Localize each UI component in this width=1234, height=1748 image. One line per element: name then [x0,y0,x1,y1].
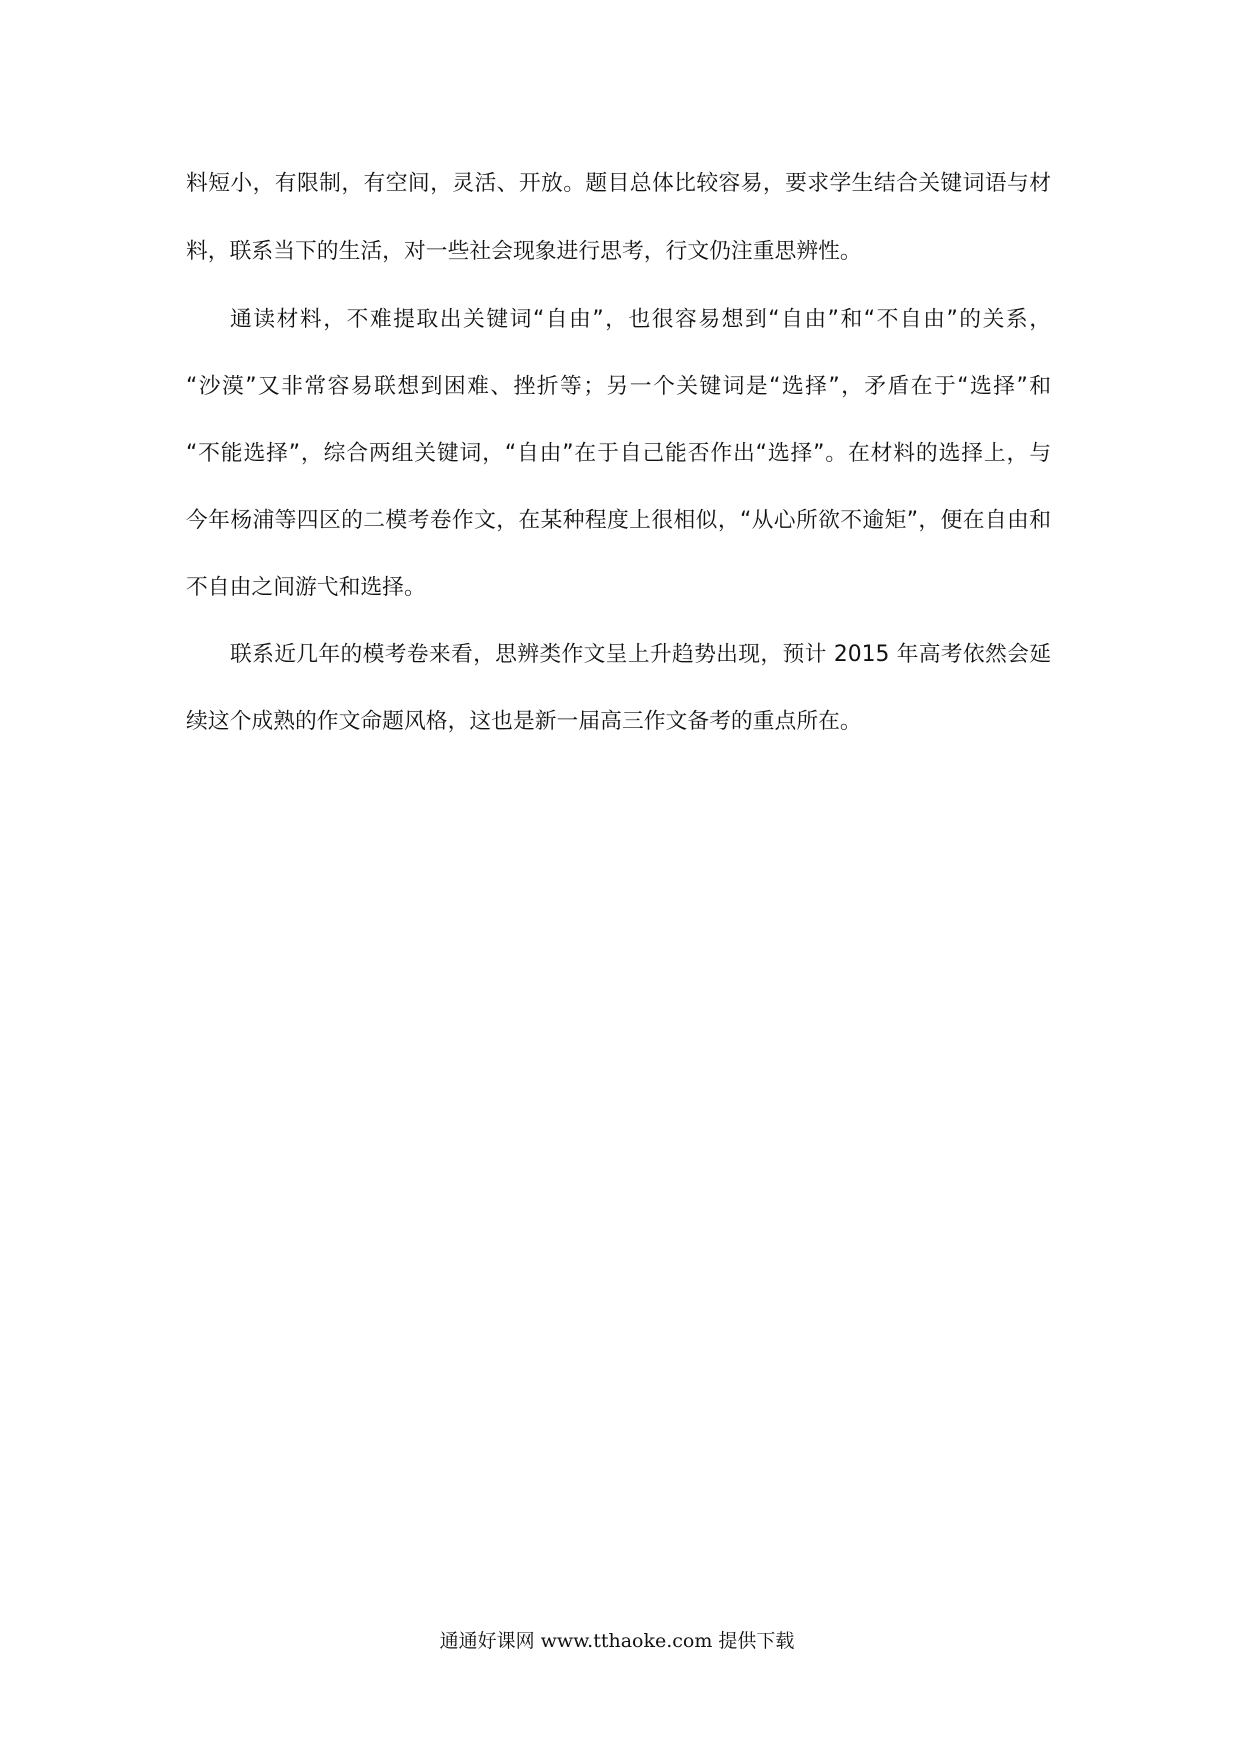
paragraph-1-line-2: 料，联系当下的生活，对一些社会现象进行思考，行文仍注重思辨性。 [186,239,862,264]
paragraph-2-line-4: 今年杨浦等四区的二模考卷作文，在某种程度上很相似，“从心所欲不逾矩”，便在自由和 [186,508,1051,533]
footer-watermark-text: 通通好课网 www.tthaoke.com 提供下载 [439,1630,795,1652]
paragraph-3-line-1: 联系近几年的模考卷来看，思辨类作文呈上升趋势出现，预计 2015 年高考依然会延 [230,642,1051,667]
paragraph-2-line-1: 通读材料，不难提取出关键词“自由”，也很容易想到“自由”和“不自由”的关系， [230,307,1051,332]
paragraph-2-line-2: “沙漠”又非常容易联想到困难、挫折等；另一个关键词是“选择”，矛盾在于“选择”和 [186,374,1051,399]
paragraph-1-line-1: 料短小，有限制，有空间，灵活、开放。题目总体比较容易，要求学生结合关键词语与材 [186,171,1051,196]
paragraph-2-line-5: 不自由之间游弋和选择。 [186,575,426,600]
paragraph-3-line-2: 续这个成熟的作文命题风格，这也是新一届高三作文备考的重点所在。 [186,709,862,734]
paragraph-2-line-3: “不能选择”，综合两组关键词，“自由”在于自己能否作出“选择”。在材料的选择上，与 [186,441,1051,466]
